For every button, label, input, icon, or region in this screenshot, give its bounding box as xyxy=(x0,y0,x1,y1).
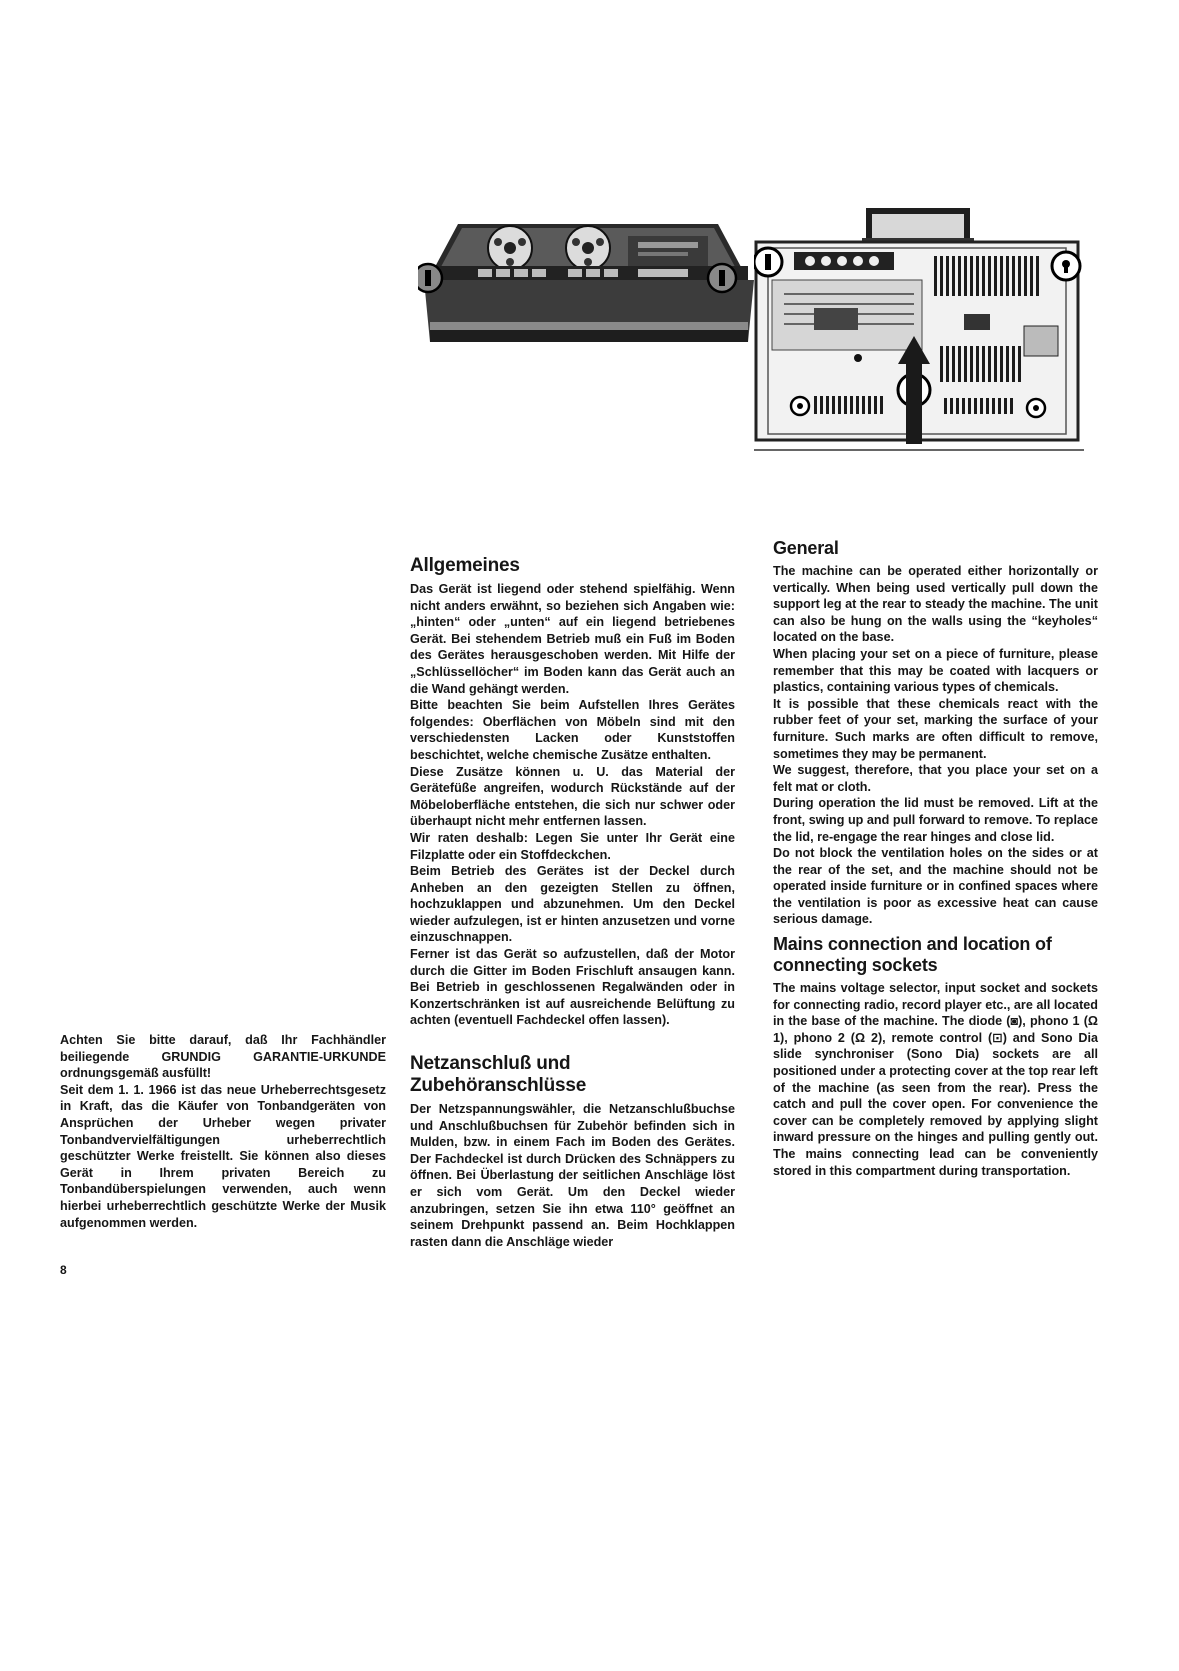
english-general-paragraph: Do not block the ventilation holes on the sides or at the rear of the set, and the machine should not be operated inside furniture or in confined spaces where the ventilation is poor as excessive heat can cause serious damage. xyxy=(773,846,1098,927)
keyhole-top-left-icon xyxy=(754,248,782,276)
english-general-paragraph: When placing your set on a piece of furniture, please remember that this may be coated with lacquers or plastics, containing various types of chemicals. xyxy=(773,646,1098,695)
english-general-paragraph: The machine can be operated either horizontally or vertically. When being used vertically pull down the support leg at the rear to steady the machine. The unit can also be hung on the walls using the “keyholes“ located on the base. xyxy=(773,564,1098,645)
copyright-paragraph: Seit dem 1. 1. 1966 ist das neue Urheberrechtsgesetz in Kraft, das die Käufer von Tonbandgeräten von Ansprüchen der Urheber wegen privater Tonbandvervielfältigungen urheberrechtlich geschützter Werke freistellt. Sie können also dieses Gerät in Ihrem privaten Bereich zu Tonbandüberspielungen verwenden, auch wenn hierbei urheberrechtlich geschützte Werke der Musik aufgenommen werden. xyxy=(60,1082,386,1230)
german-general-paragraph: Wir raten deshalb: Legen Sie unter Ihr Gerät eine Filzplatte oder ein Stoffdeckchen. xyxy=(410,830,735,862)
german-general-paragraph: Ferner ist das Gerät so aufzustellen, daß der Motor durch die Gitter im Boden Frischluft ansaugen kann. Bei Betrieb in geschlossenen Regalwänden oder in Konzertschränken ist auf ausreichende Belüftung zu achten (eventuell Fachdeckel offen lassen). xyxy=(410,947,735,1028)
lift-point-left-icon xyxy=(418,264,442,292)
keyhole-top-right-icon xyxy=(1052,252,1080,280)
foot-bottom-left-icon xyxy=(791,397,809,415)
german-mains-paragraph: Der Netzspannungswähler, die Netzanschlußbuchse und Anschlußbuchsen für Zubehör befinden sich in Mulden, bzw. in einem Fach im Boden des Gerätes. Der Fachdeckel ist durch Drücken des Schnäppers zu öffnen. Bei Überlastung der seitlichen Anschläge löst er sich vom Gerät. Um den Deckel wieder anzubringen, setzen Sie ihn etwa 110° geöffnet an seinem Drehpunkt passend an. Beim Hochklappen rasten dann die Anschläge wieder xyxy=(410,1102,735,1249)
left-reel-icon xyxy=(488,226,532,270)
english-general-paragraph: We suggest, therefore, that you place your set on a felt mat or cloth. xyxy=(773,763,1098,794)
warranty-note xyxy=(60,1032,386,1231)
page-number: 8 xyxy=(60,1263,67,1277)
english-mains-paragraph: The mains voltage selector, input socket and sockets for connecting radio, record player etc., are all located in the base of the machine. The diode (◙), phono 1 (Ω 1), phono 2 (Ω 2), remote control (⊡) and Sono Dia slide synchroniser (Sono Dia) sockets are all positioned under a protecting cover at the top rear left of the machine (as seen from the rear). Press the catch and pull the cover open. For convenience the cover can be completely removed by applying slight inward pressure on the hinges and pulling gently out. The mains connecting lead can be conveniently stored in this compartment during transportation. xyxy=(773,981,1098,1178)
machine-base-figure xyxy=(754,204,1084,454)
german-mains-heading: Netzanschluß und Zubehöranschlüsse xyxy=(410,1053,587,1097)
right-reel-icon xyxy=(566,226,610,270)
german-general-paragraph: Diese Zusätze können u. U. das Material der Gerätefüße angreifen, wodurch Rückstände auf der Möbeloberfläche entstehen, die sich nur schwer oder überhaupt nicht mehr entfernen lassen. xyxy=(410,764,735,829)
english-mains-heading xyxy=(773,934,1098,976)
tape-recorder-front-figure xyxy=(418,222,760,370)
german-general-paragraph: Beim Betrieb des Gerätes ist der Deckel durch Anheben an den gezeigten Stellen zu öffnen, hochzuklappen und abzunehmen. Um den Deckel wieder aufzulegen, ist er hinten anzusetzen und vorne einzuschnappen. xyxy=(410,864,735,945)
english-general-paragraph: During operation the lid must be removed. Lift at the front, swing up and pull forward to remove. To replace the lid, re-engage the rear hinges and close lid. xyxy=(773,796,1098,844)
lift-point-right-icon xyxy=(708,264,736,292)
german-general-paragraph: Bitte beachten Sie beim Aufstellen Ihres Gerätes folgendes: Oberflächen von Möbeln sind mit den verschiedensten Lacken oder Kunststoffen beschichtet, welche chemische Zusätze enthalten. xyxy=(410,698,735,762)
warranty-paragraph: Achten Sie bitte darauf, daß Ihr Fachhändler beiliegende GRUNDIG GARANTIE-URKUNDE ordnungsgemäß ausfüllt! xyxy=(60,1033,386,1081)
english-general-heading: General xyxy=(773,538,839,558)
german-general-heading: Allgemeines xyxy=(410,555,520,576)
foot-bottom-right-icon xyxy=(1027,399,1045,417)
english-general-paragraph: It is possible that these chemicals react with the rubber feet of your set, marking the surface of your furniture. Such marks are often difficult to remove, sometimes they may be permanent. xyxy=(773,696,1098,761)
german-general-paragraph: Das Gerät ist liegend oder stehend spielfähig. Wenn nicht anders erwähnt, so beziehen sich Angaben wie: „hinten“ oder „unten“ auf ein liegend betriebenes Gerät. Bei stehendem Betrieb muß ein Fuß im Boden des Gerätes herausgeschoben werden. Mit Hilfe der „Schlüssellöcher“ im Boden kann das Gerät auch an die Wand gehängt werden. xyxy=(410,582,735,696)
english-mains-heading-line1: Mains connection and location of xyxy=(773,934,1052,955)
english-column xyxy=(773,538,1098,1179)
german-column xyxy=(410,555,735,1250)
english-mains-heading-line2: connecting sockets xyxy=(773,955,938,976)
